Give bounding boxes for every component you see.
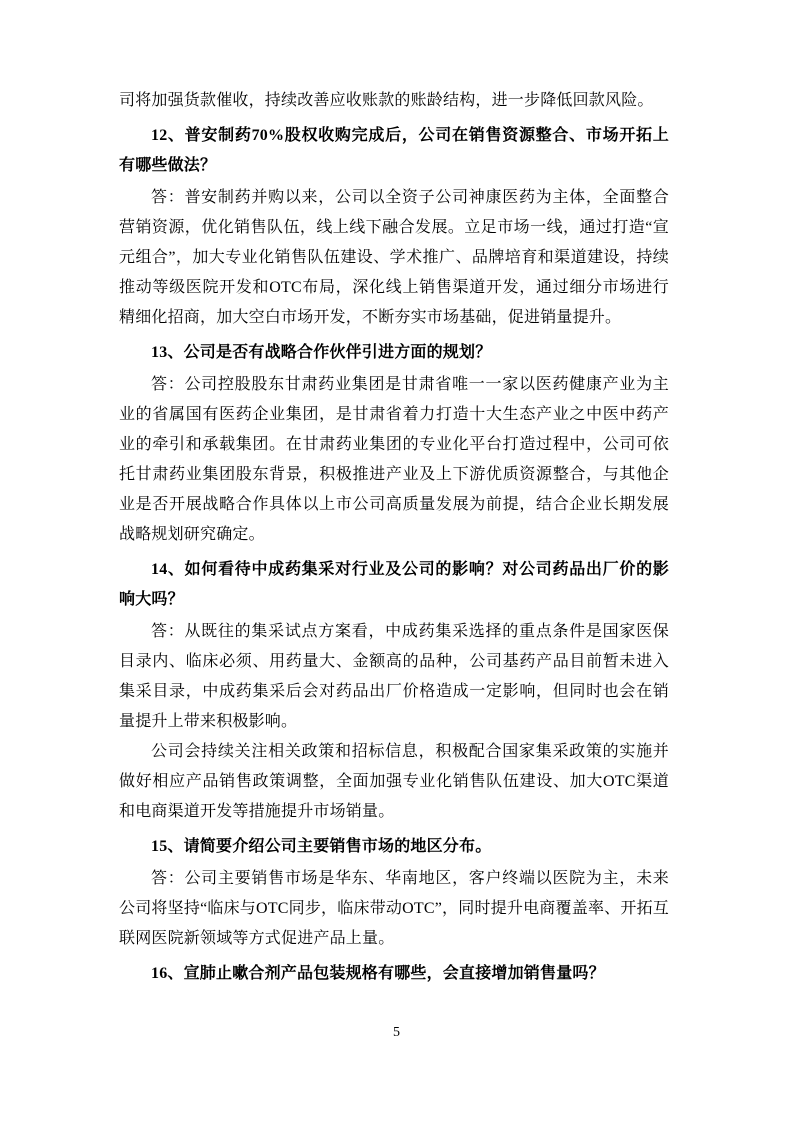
answer-paragraph-13: 答：公司控股股东甘肃药业集团是甘肃省唯一一家以医药健康产业为主业的省属国有医药企业集团，是甘肃省着力打造十大生态产业之中医中药产业的牵引和承载集团。在甘肃药业集团的专业化平台打造过程中，公司可依托甘肃药业集团股东背景，积极推进产业及上下游优质资源整合，与其他企业是否开展战略合作具体以上市公司高质量发展为前提，结合企业长期发展战略规划研究确定。: [119, 376, 669, 543]
page-number: 5: [393, 1025, 400, 1040]
question-heading-14: 14、如何看待中成药集采对行业及公司的影响？对公司药品出厂价的影响大吗？: [119, 561, 669, 608]
body-text-continuation: 司将加强货款催收，持续改善应收账款的账龄结构，进一步降低回款风险。: [119, 92, 654, 109]
answer-paragraph-15: 答：公司主要销售市场是华东、华南地区，客户终端以医院为主，未来公司将坚持“临床与OTC同步，临床带动OTC”，同时提升电商覆盖率、开拓互联网医院新领域等方式促进产品上量。: [119, 870, 669, 947]
question-heading-15: 15、请简要介绍公司主要销售市场的地区分布。: [151, 838, 492, 855]
answer-paragraph-14b: 公司会持续关注相关政策和招标信息，积极配合国家集采政策的实施并做好相应产品销售政策调整，全面加强专业化销售队伍建设、加大OTC渠道和电商渠道开发等措施提升市场销量。: [119, 743, 669, 820]
question-heading-16: 16、宣肺止嗽合剂产品包装规格有哪些，会直接增加销售量吗？: [151, 965, 605, 982]
document-body: [119, 86, 669, 991]
question-heading-12: 12、普安制药70%股权收购完成后，公司在销售资源整合、市场开拓上有哪些做法？: [119, 127, 669, 174]
answer-paragraph-12: 答：普安制药并购以来，公司以全资子公司神康医药为主体，全面整合营销资源，优化销售队伍，线上线下融合发展。立足市场一线，通过打造“宣元组合”，加大专业化销售队伍建设、学术推广、品牌培育和渠道建设，持续推动等级医院开发和OTC布局，深化线上销售渠道开发，通过细分市场进行精细化招商，加大空白市场开发，不断夯实市场基础，促进销量提升。: [119, 189, 669, 326]
answer-paragraph-14a: 答：从既往的集采试点方案看，中成药集采选择的重点条件是国家医保目录内、临床必须、用药量大、金额高的品种，公司基药产品目前暂未进入集采目录，中成药集采后会对药品出厂价格造成一定影响，但同时也会在销量提升上带来积极影响。: [119, 623, 669, 730]
question-heading-13: 13、公司是否有战略合作伙伴引进方面的规划？: [151, 344, 492, 361]
